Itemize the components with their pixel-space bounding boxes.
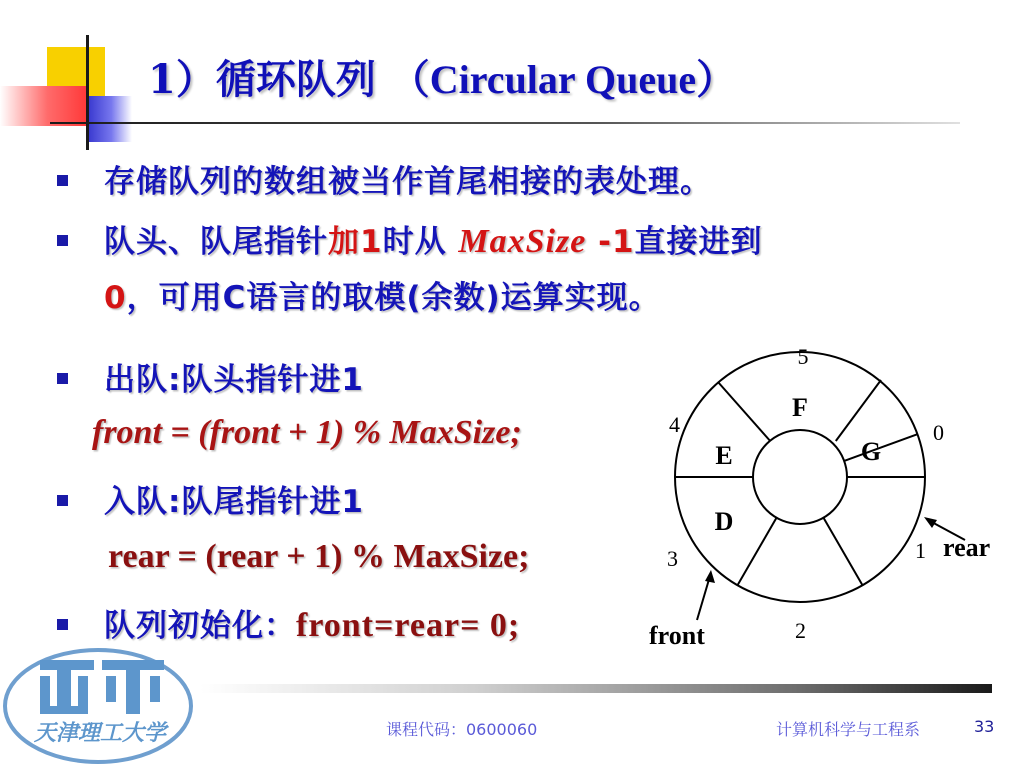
slot-index-0: 0	[933, 420, 944, 445]
front-arrowhead	[705, 570, 715, 583]
highlight-minus-one: -1	[598, 224, 635, 260]
queue-ring	[675, 352, 925, 602]
footer-bar	[200, 684, 992, 693]
bullet-text-array: 存储队列的数组被当作首尾相接的表处理。	[104, 164, 712, 200]
highlight-zero: 0	[104, 280, 127, 316]
bullet-text-segment: 时从	[382, 224, 447, 260]
formula-rear: rear = (rear + 1) % MaxSize;	[108, 538, 530, 575]
slot-value-4: E	[715, 441, 733, 470]
bullet-text-init	[104, 600, 520, 645]
university-logo	[0, 648, 200, 768]
rear-pointer	[924, 517, 990, 562]
inner-ring	[753, 430, 847, 524]
slot-index-5: 5	[797, 344, 809, 369]
page-number: 33	[974, 717, 995, 736]
slot-divider	[824, 518, 863, 586]
formula-front: front = (front + 1) % MaxSize;	[92, 414, 522, 451]
front-pointer	[649, 570, 715, 650]
footer-course-code: 课程代码：0600060	[386, 720, 538, 739]
bullet-marker	[57, 175, 68, 186]
rear-arrowhead	[924, 517, 937, 528]
rear-label: rear	[943, 533, 991, 562]
slot-divider	[738, 518, 777, 586]
bullet-text-enqueue: 入队:队尾指针进1	[104, 484, 364, 520]
title-decoration-vline	[86, 35, 89, 150]
logo-name: 天津理工大学	[33, 720, 167, 746]
slot-value-5: F	[792, 393, 808, 422]
highlight-maxsize: MaxSize	[458, 223, 587, 260]
bullet-marker	[57, 619, 68, 630]
title-underline	[50, 122, 960, 124]
circular-queue-diagram	[645, 340, 1015, 660]
title-decoration-red	[0, 86, 86, 126]
slot-value-3: D	[714, 507, 734, 536]
footer-department: 计算机科学与工程系	[776, 720, 921, 739]
bullet-marker	[57, 495, 68, 506]
slot-index-1: 1	[915, 538, 926, 563]
slide-title	[148, 48, 736, 105]
front-label: front	[649, 621, 705, 650]
bullet-text-segment: ，可用C语言的取模(余数)运算实现。	[126, 280, 661, 316]
bullet-text-modulo	[104, 272, 661, 317]
logo-mark	[40, 660, 164, 714]
bullet-text-segment: 队头、队尾指针	[104, 224, 328, 260]
bullet-text-segment: 直接进到	[634, 224, 763, 260]
bullet-text-segment: 队列初始化：	[104, 608, 296, 644]
highlight-plus-one: 加1	[328, 224, 383, 260]
title-chinese: 循环队列	[215, 56, 376, 103]
title-english: （Circular Queue）	[389, 57, 737, 102]
bullet-text-pointer-wrap	[104, 216, 763, 261]
front-arrow	[697, 576, 710, 620]
slot-divider	[718, 382, 770, 441]
slot-index-4: 4	[669, 412, 680, 437]
slot-value-0: G	[860, 437, 882, 466]
title-number: 1）	[148, 56, 216, 103]
slot-index-3: 3	[667, 546, 678, 571]
slot-divider	[836, 380, 881, 441]
bullet-text-dequeue: 出队:队头指针进1	[104, 362, 364, 398]
slot-index-2: 2	[795, 618, 806, 643]
title-decoration-blue	[86, 96, 132, 142]
bullet-marker	[57, 235, 68, 246]
bullet-marker	[57, 373, 68, 384]
init-code: front=rear= 0;	[296, 607, 521, 644]
